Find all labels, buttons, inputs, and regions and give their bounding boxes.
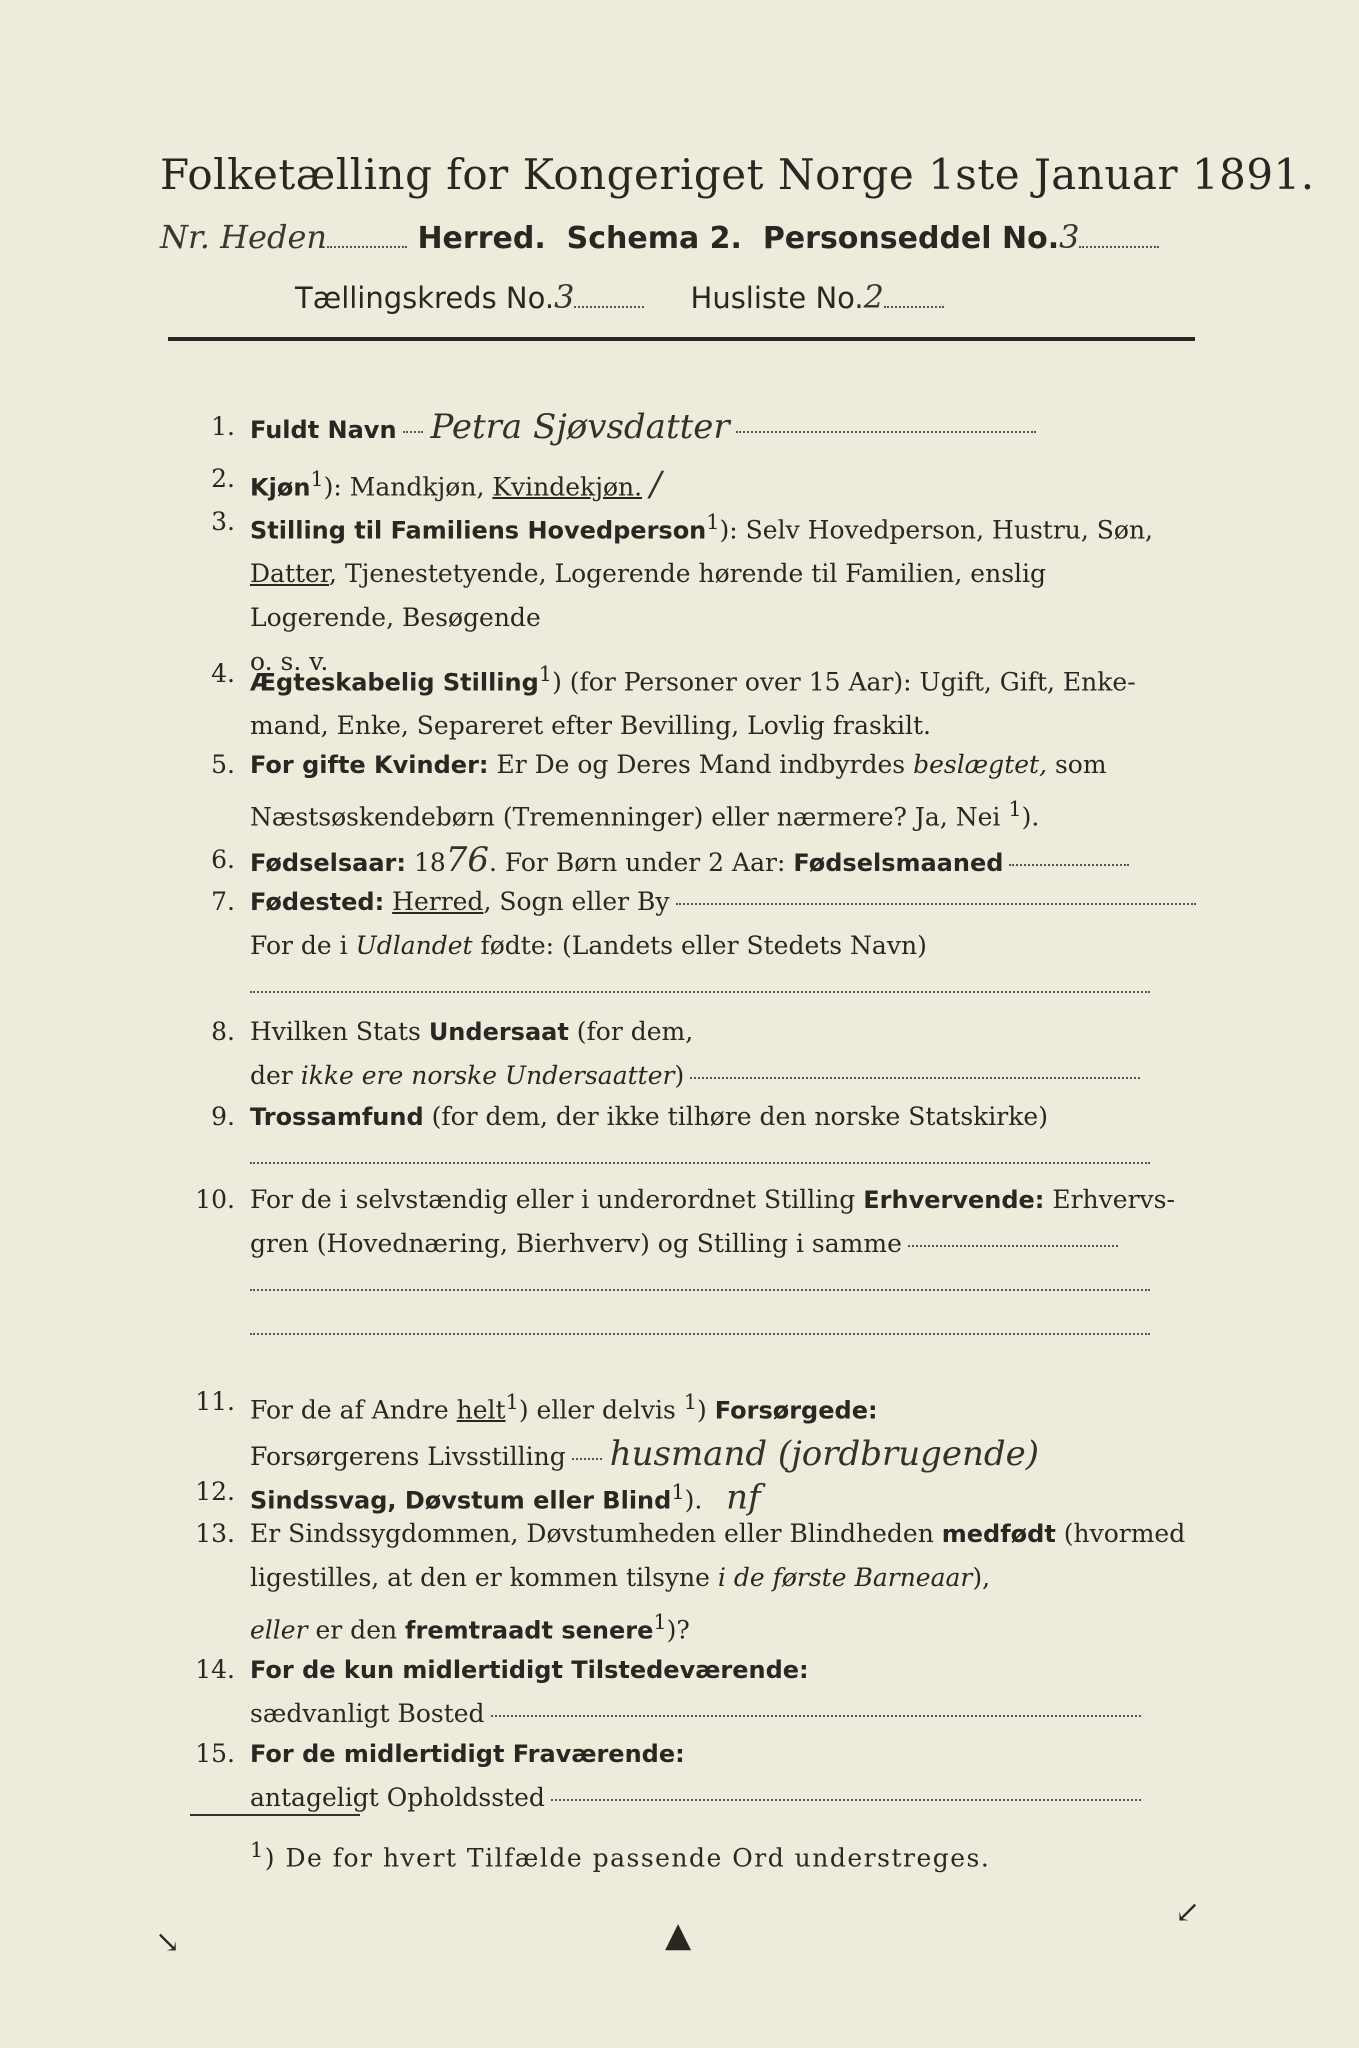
- q8-text-2b: ): [674, 1061, 685, 1090]
- margin-mark-left: ↘: [155, 1925, 181, 1960]
- q11-option: helt: [456, 1395, 506, 1425]
- q12-label: Sindssvag, Døvstum eller Blind: [250, 1486, 672, 1515]
- q5-number: 5.: [211, 750, 235, 779]
- q12-footnote-ref: 1: [671, 1480, 685, 1504]
- q6-year-prefix: 18: [406, 848, 446, 877]
- q3-text-2: , Tjenestetyende, Logerende hørende til Familien, enslig: [329, 559, 1047, 589]
- question-8: [180, 1010, 1210, 1100]
- q5-text-1b: som: [1047, 750, 1107, 779]
- footnote: [250, 1838, 990, 1872]
- question-10: [180, 1178, 1210, 1358]
- q14-label: For de kun midlertidigt Tilstedeværende:: [250, 1656, 809, 1684]
- q8-text-1b: (for dem,: [568, 1017, 694, 1046]
- q3-label: Stilling til Familiens Hovedperson: [250, 516, 707, 545]
- q1-answer: Petra Sjøvsdatter: [430, 407, 730, 447]
- question-1: [180, 405, 1210, 455]
- q6-answer: 76: [445, 840, 490, 880]
- q12-answer: nf: [726, 1477, 761, 1518]
- question-3: [180, 500, 1210, 677]
- q7-label: Fødested:: [250, 888, 385, 916]
- q13-text-1b: (hvormed: [1055, 1519, 1186, 1548]
- q5-label: For gifte Kvinder:: [250, 751, 489, 779]
- question-5: [180, 743, 1210, 833]
- question-6: 6. Fødselsaar: 1876. For Børn under 2 Aar: Fødselsmaaned: [180, 838, 1210, 884]
- header-row-1: [160, 218, 1159, 256]
- q11-label: Forsørgede:: [714, 1396, 878, 1425]
- footnote-marker: 1: [250, 1838, 265, 1862]
- q1-number: 1.: [211, 412, 235, 441]
- q15-number: 15.: [195, 1739, 235, 1768]
- q11-answer: husmand (jordbrugende): [609, 1434, 1040, 1475]
- q7-option: Herred: [392, 887, 484, 916]
- q7-emphasis: Udlandet: [355, 931, 473, 960]
- q5-emphasis: beslægtet,: [913, 750, 1048, 779]
- q13-footnote-ref: 1: [653, 1610, 667, 1634]
- q2-number: 2.: [211, 464, 235, 493]
- q10-text-1b: Erhvervs-: [1044, 1185, 1175, 1214]
- herred-value: Nr. Heden: [160, 218, 327, 256]
- q3-text-3: Logerende, Besøgende: [250, 603, 541, 633]
- q7-text-2b: fødte: (Landets eller Stedets Navn): [472, 931, 927, 960]
- question-12: [180, 1470, 1210, 1516]
- kreds-label: Tællingskreds No.: [295, 281, 555, 315]
- q5-footnote-ref: 1: [1008, 797, 1022, 821]
- kreds-value: 3: [554, 278, 575, 316]
- q11-footnote-ref: 1: [505, 1390, 519, 1414]
- q8-label: Undersaat: [428, 1018, 569, 1046]
- personseddel-label: Personseddel No.: [762, 221, 1060, 256]
- q13-number: 13.: [195, 1519, 235, 1548]
- question-15: [180, 1732, 1210, 1822]
- q11-footnote-ref-2: 1: [683, 1390, 697, 1414]
- q12-number: 12.: [195, 1477, 235, 1506]
- q1-label: Fuldt Navn: [250, 416, 397, 444]
- husliste-value: 2: [863, 278, 884, 316]
- q11-number: 11.: [195, 1387, 235, 1416]
- q11-text-1b: ) eller delvis: [518, 1395, 684, 1425]
- question-11: [180, 1380, 1210, 1480]
- q4-label: Ægteskabelig Stilling: [250, 668, 539, 697]
- q6-number: 6.: [211, 845, 235, 874]
- footnote-text: ) De for hvert Tilfælde passende Ord understreges.: [264, 1843, 991, 1873]
- q4-text-2: mand, Enke, Separeret efter Bevilling, Lovlig fraskilt.: [250, 711, 931, 741]
- q11-text-1a: For de af Andre: [250, 1395, 457, 1425]
- q10-text-1a: For de i selvstændig eller i underordnet Stilling: [250, 1185, 864, 1214]
- q7-text: , Sogn eller By: [483, 887, 670, 916]
- question-2: [180, 457, 1210, 505]
- question-4: [180, 652, 1210, 742]
- q13-text-2a: ligestilles, at den er kommen tilsyne: [250, 1563, 718, 1592]
- q13-text-1a: Er Sindssygdommen, Døvstumheden eller Blindheden: [250, 1519, 942, 1548]
- question-13: [180, 1512, 1210, 1647]
- q6-label: Fødselsaar:: [250, 849, 406, 877]
- q5-text-2b: ).: [1021, 802, 1040, 832]
- q2-text: ): Mandkjøn,: [323, 472, 493, 502]
- q10-number: 10.: [195, 1185, 235, 1214]
- header-divider: [168, 337, 1195, 341]
- q13-emphasis-2: eller: [250, 1615, 308, 1645]
- q3-number: 3.: [211, 507, 235, 536]
- footnote-divider: [190, 1814, 360, 1816]
- herred-label: Herred.: [417, 221, 546, 256]
- q8-emphasis: ikke ere norske Undersaatter: [300, 1061, 675, 1090]
- q2-check-mark: /: [650, 464, 662, 505]
- q3-text-4: o. s. v.: [250, 647, 329, 677]
- q4-number: 4.: [211, 659, 235, 688]
- q8-text-2a: der: [250, 1061, 301, 1090]
- question-7: [180, 880, 1210, 980]
- q15-text-2: antageligt Opholdssted: [250, 1783, 545, 1812]
- q13-label-2: fremtraadt senere: [405, 1616, 654, 1645]
- q5-text-2: Næstsøskendebørn (Tremenninger) eller nærmere? Ja, Nei: [250, 802, 1009, 832]
- q14-text-2: sædvanligt Bosted: [250, 1699, 485, 1728]
- q8-number: 8.: [211, 1017, 235, 1046]
- q2-footnote-ref: 1: [310, 467, 324, 491]
- q6-label-2: Fødselsmaaned: [793, 849, 1004, 877]
- q2-label: Kjøn: [250, 473, 311, 502]
- schema-label: Schema 2.: [566, 221, 742, 256]
- q3-option: Datter: [250, 559, 330, 589]
- q10-text-2: gren (Hovednæring, Bierhverv) og Stilling i samme: [250, 1229, 902, 1258]
- q9-text: (for dem, der ikke tilhøre den norske Statskirke): [423, 1102, 1048, 1131]
- q13-text-3b: )?: [666, 1615, 690, 1645]
- q14-number: 14.: [195, 1655, 235, 1684]
- personseddel-value: 3: [1059, 218, 1080, 256]
- q7-text-2a: For de i: [250, 931, 356, 960]
- q2-option: Kvindekjøn.: [492, 472, 643, 502]
- q5-text-1: Er De og Deres Mand indbyrdes: [488, 750, 914, 779]
- q13-emphasis: i de første Barneaar: [717, 1563, 973, 1592]
- q11-text-1c: ): [697, 1395, 715, 1425]
- q12-text: ).: [684, 1485, 703, 1515]
- q10-label: Erhvervende:: [863, 1186, 1045, 1214]
- q13-label: medfødt: [941, 1520, 1056, 1548]
- question-9: [180, 1095, 1210, 1185]
- q9-number: 9.: [211, 1102, 235, 1131]
- q3-footnote-ref: 1: [706, 510, 720, 534]
- margin-mark-center: ▲: [665, 1915, 692, 1955]
- q4-footnote-ref: 1: [538, 662, 553, 686]
- form-title: Folketælling for Kongeriget Norge 1ste Januar 1891.: [160, 150, 1315, 199]
- question-14: [180, 1648, 1210, 1738]
- q9-label: Trossamfund: [250, 1103, 424, 1131]
- q8-text-1a: Hvilken Stats: [250, 1017, 429, 1046]
- q13-text-2b: ),: [972, 1563, 991, 1592]
- header-row-2: [295, 278, 944, 316]
- q15-label: For de midlertidigt Fraværende:: [250, 1740, 685, 1768]
- q3-text-1: ): Selv Hovedperson, Hustru, Søn,: [719, 515, 1154, 545]
- q4-text-1: ) (for Personer over 15 Aar): Ugift, Gift, Enke-: [552, 667, 1136, 697]
- q6-text: For Børn under 2 Aar:: [496, 848, 794, 877]
- q7-number: 7.: [211, 887, 235, 916]
- husliste-label: Husliste No.: [690, 281, 864, 315]
- margin-mark-right: ↙: [1175, 1895, 1201, 1930]
- q11-text-2: Forsørgerens Livsstilling: [250, 1442, 566, 1472]
- q13-text-3a: er den: [307, 1615, 406, 1645]
